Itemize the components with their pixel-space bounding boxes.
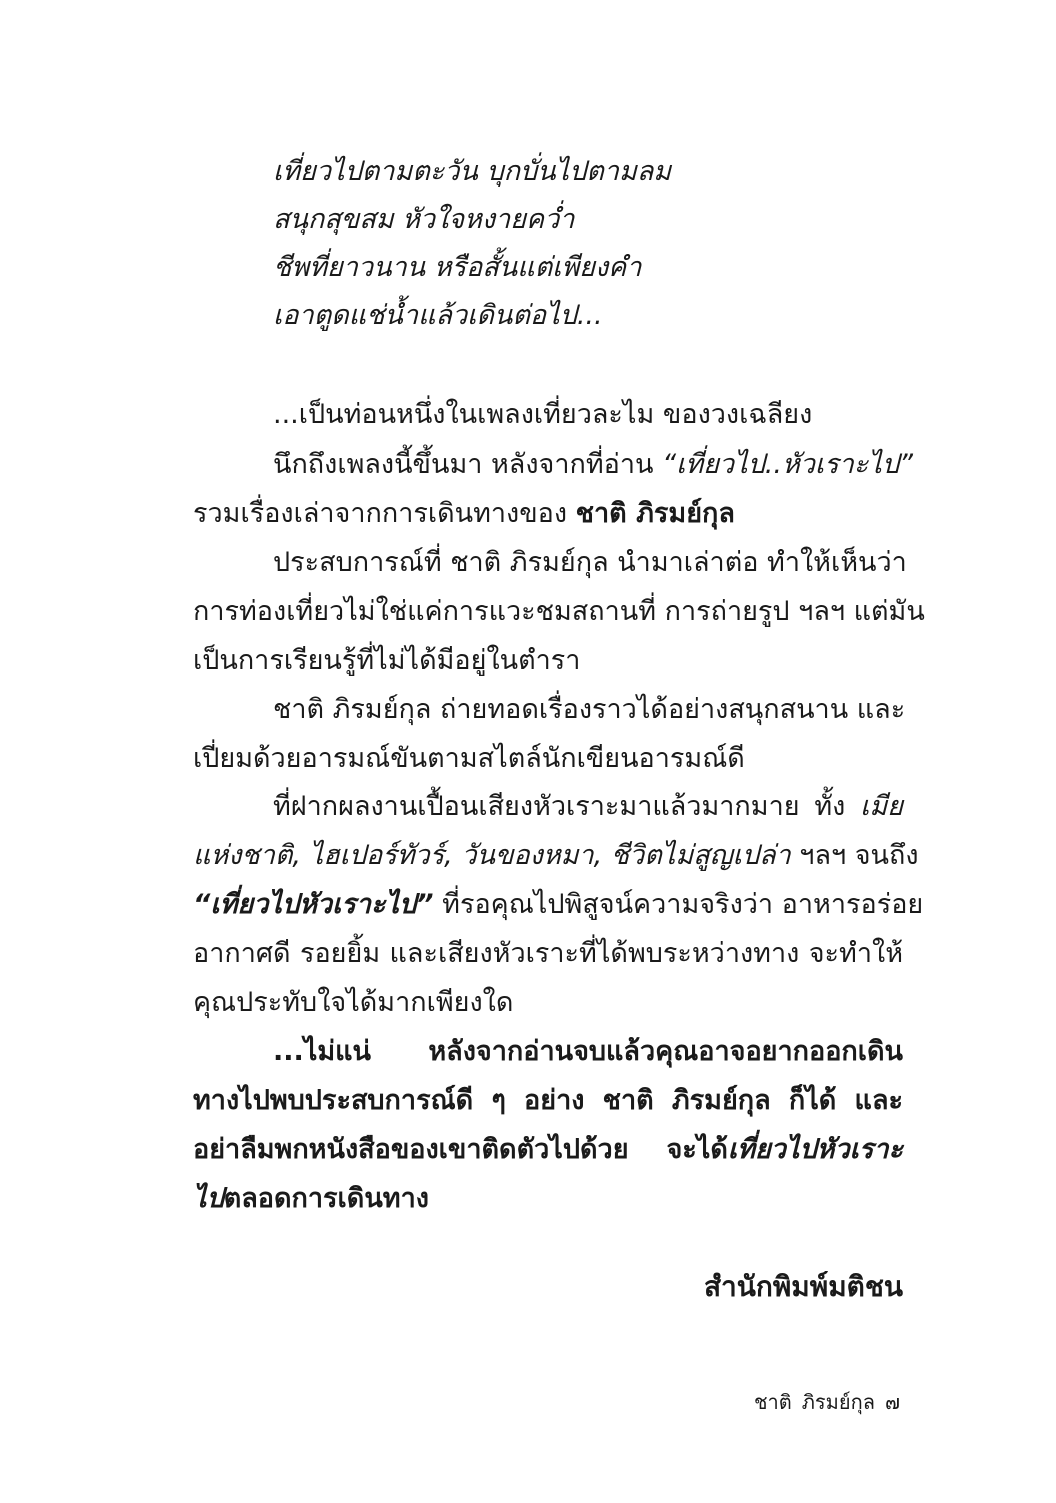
- para1-line-3-text: รวมเรื่องเล่าจากการเดินทางของ: [193, 498, 576, 529]
- poem-line-1: เที่ยวไปตามตะวัน บุกบั่นไปตามลม: [273, 156, 672, 187]
- para5-line-4-text: ตลอดการเดินทาง: [223, 1183, 429, 1214]
- para3-line-2: เปี่ยมด้วยอารมณ์ขันตามสไตล์นักเขียนอารมณ์ดี: [193, 743, 745, 774]
- para4-line-3-text: ที่รอคุณไปพิสูจน์ความจริงว่า อาหารอร่อย: [433, 889, 924, 920]
- poem-line-2: สนุกสุขสม หัวใจหงายคว่ำ: [273, 204, 575, 235]
- para4-line-4: อากาศดี รอยยิ้ม และเสียงหัวเราะที่ได้พบระหว่างทาง จะทำให้: [193, 938, 903, 969]
- footer-author-last: ภิรมย์กุล: [801, 1390, 875, 1414]
- para4-line-1-italic: เมีย: [860, 791, 903, 822]
- para1-line-2: [273, 445, 913, 485]
- para4-line-1: [273, 787, 903, 827]
- para2-line-1: ประสบการณ์ที่ ชาติ ภิรมย์กุล นำมาเล่าต่อ ทำให้เห็นว่า: [273, 547, 907, 578]
- book-title-quote: “เที่ยวไป..หัวเราะไป”: [662, 449, 914, 480]
- para2-line-3: เป็นการเรียนรู้ที่ไม่ได้มีอยู่ในตำรา: [193, 645, 581, 676]
- para5-book-title-end: ไป: [193, 1183, 224, 1214]
- para5-book-title: เที่ยวไปหัวเราะ: [727, 1134, 903, 1165]
- book-title-bold-italic: “เที่ยวไปหัวเราะไป”: [193, 889, 434, 920]
- para1-line-2-text: นึกถึงเพลงนี้ขึ้นมา หลังจากที่อ่าน: [273, 449, 663, 480]
- para5-line-3: [193, 1130, 903, 1170]
- para4-line-5: คุณประทับใจได้มากเพียงใด: [193, 987, 514, 1018]
- para4-line-1-text: ที่ฝากผลงานเปื้อนเสียงหัวเราะมาแล้วมากมาย ทั้ง: [273, 791, 861, 822]
- para4-line-2: [193, 836, 919, 876]
- page-number: ๗: [884, 1390, 900, 1414]
- para1-line-3: [193, 494, 903, 534]
- poem-line-3: ชีพที่ยาวนาน หรือสั้นแต่เพียงคำ: [273, 252, 642, 283]
- para4-line-2-text: ฯลฯ จนถึง: [790, 840, 919, 871]
- page-footer: [754, 1387, 900, 1417]
- para5-line-3-text: อย่าลืมพกหนังสือของเขาติดตัวไปด้วย จะได้: [193, 1134, 728, 1165]
- para4-line-3: [193, 885, 924, 925]
- para5-line-4: [193, 1179, 903, 1219]
- para5-line-1: ...ไม่แน่ หลังจากอ่านจบแล้วคุณอาจอยากออกเดิน: [273, 1036, 903, 1067]
- footer-author-first: ชาติ: [753, 1390, 792, 1414]
- para2-line-2: การท่องเที่ยวไม่ใช่แค่การแวะชมสถานที่ การถ่ายรูป ฯลฯ แต่มัน: [193, 596, 925, 627]
- poem-line-4: เอาตูดแช่น้ำแล้วเดินต่อไป...: [273, 300, 603, 331]
- para5-line-2: ทางไปพบประสบการณ์ดี ๆ อย่าง ชาติ ภิรมย์กุล ก็ได้ และ: [193, 1085, 903, 1116]
- publisher-signature: สำนักพิมพ์มติชน: [703, 1270, 903, 1303]
- para3-line-1: ชาติ ภิรมย์กุล ถ่ายทอดเรื่องราวได้อย่างสนุกสนาน และ: [273, 694, 906, 725]
- author-name-bold: ชาติ ภิรมย์กุล: [575, 498, 735, 529]
- para1-line-1: ...เป็นท่อนหนึ่งในเพลงเที่ยวละไม ของวงเฉลียง: [273, 399, 813, 430]
- book-titles-italic: แห่งชาติ, ไฮเปอร์ทัวร์, วันของหมา, ชีวิตไม่สูญเปล่า: [193, 840, 791, 871]
